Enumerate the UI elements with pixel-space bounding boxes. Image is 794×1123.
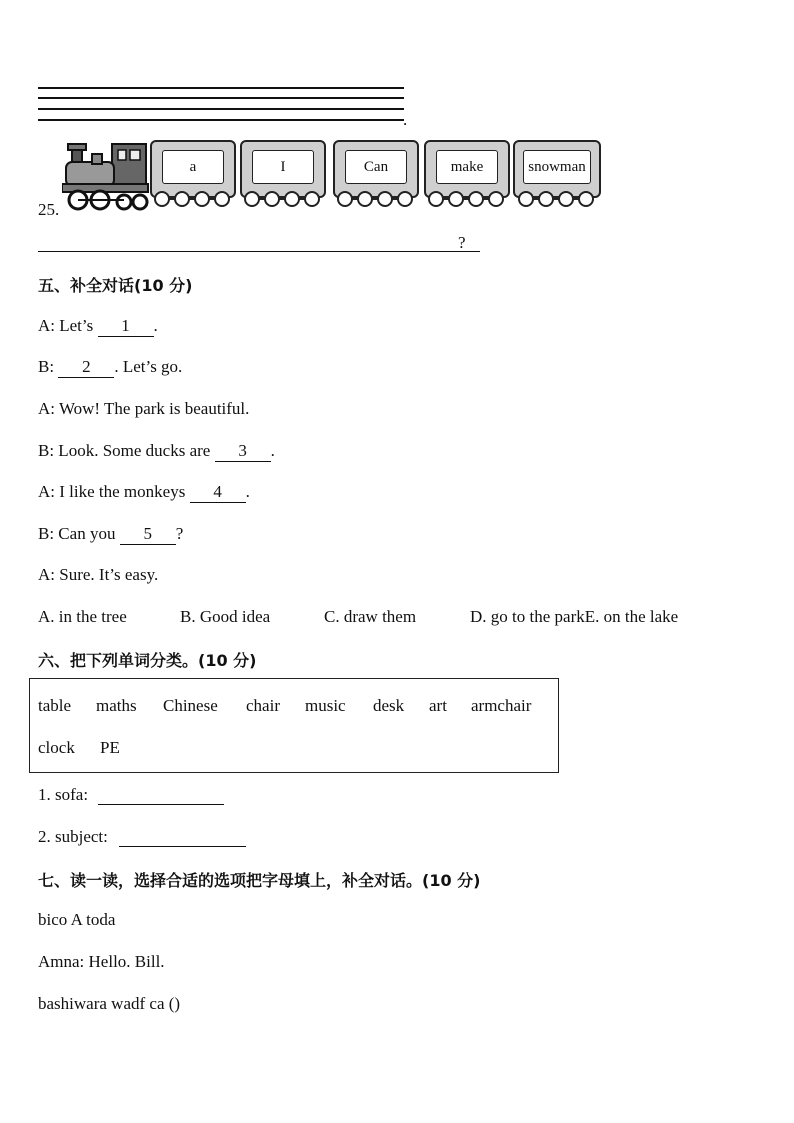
writing-line	[38, 108, 404, 110]
dialogue-line: B: 2 . Let’s go.	[38, 357, 183, 376]
word-item: desk	[373, 696, 405, 715]
writing-line	[38, 87, 404, 89]
train-car	[513, 140, 601, 198]
dialogue-line: B: Look. Some ducks are 3 .	[38, 441, 275, 460]
word-item: PE	[100, 738, 120, 757]
car-word: snowman	[523, 150, 591, 184]
category-item: 1. sofa:	[38, 785, 88, 805]
train-car	[424, 140, 510, 198]
option-c: C. draw them	[324, 607, 417, 626]
word-item: art	[429, 696, 447, 715]
car-wheels	[428, 191, 508, 211]
dialogue-line: bico A toda	[38, 910, 116, 929]
word-item: Chinese	[163, 696, 218, 715]
question-number: 25.	[38, 200, 60, 219]
car-wheels	[518, 191, 598, 211]
dialogue-line: bashiwara wadf ca ()	[38, 994, 181, 1013]
section6-title: 六、把下列单词分类。(10 分)	[38, 651, 257, 670]
answer-line[interactable]	[119, 846, 246, 847]
category-item: 2. subject:	[38, 827, 108, 847]
writing-line	[38, 97, 404, 99]
section7-title: 七、读一读，选择合适的选项把字母填上，补全对话。(10 分)	[38, 871, 481, 890]
question-mark: ?	[458, 233, 466, 252]
answer-line[interactable]	[98, 804, 224, 805]
word-item: table	[38, 696, 72, 715]
option-a: A. in the tree	[38, 607, 127, 626]
car-word: Can	[345, 150, 407, 184]
dialogue-line: A: I like the monkeys 4 .	[38, 482, 250, 501]
dialogue-line: A: Wow! The park is beautiful.	[38, 399, 250, 418]
word-item: music	[305, 696, 346, 715]
answer-blank[interactable]: 2	[58, 357, 114, 378]
dialogue-line: A: Let’s 1 .	[38, 316, 158, 335]
train-car	[150, 140, 236, 198]
word-item: armchair	[471, 696, 532, 715]
car-wheels	[337, 191, 417, 211]
writing-line	[38, 119, 404, 121]
option-b: B. Good idea	[180, 607, 271, 626]
locomotive-icon	[62, 140, 154, 214]
car-word: I	[252, 150, 314, 184]
period-mark: .	[403, 110, 408, 129]
option-d: D. go to the parkE. on the lake	[470, 607, 679, 626]
section5-title: 五、补全对话(10 分)	[38, 276, 193, 295]
word-item: clock	[38, 738, 75, 757]
car-word: a	[162, 150, 224, 184]
car-word: make	[436, 150, 498, 184]
word-item: maths	[96, 696, 137, 715]
answer-blank[interactable]: 3	[215, 441, 271, 462]
answer-blank[interactable]: 5	[120, 524, 176, 545]
car-wheels	[154, 191, 234, 211]
dialogue-line: B: Can you 5 ?	[38, 524, 184, 543]
answer-blank[interactable]: 1	[98, 316, 154, 337]
word-box	[29, 678, 559, 773]
train-car	[240, 140, 326, 198]
answer-blank[interactable]: 4	[190, 482, 246, 503]
answer-line[interactable]	[38, 251, 480, 252]
word-item: chair	[246, 696, 280, 715]
car-wheels	[244, 191, 324, 211]
train-car	[333, 140, 419, 198]
dialogue-line: A: Sure. It’s easy.	[38, 565, 159, 584]
dialogue-line: Amna: Hello. Bill.	[38, 952, 165, 971]
